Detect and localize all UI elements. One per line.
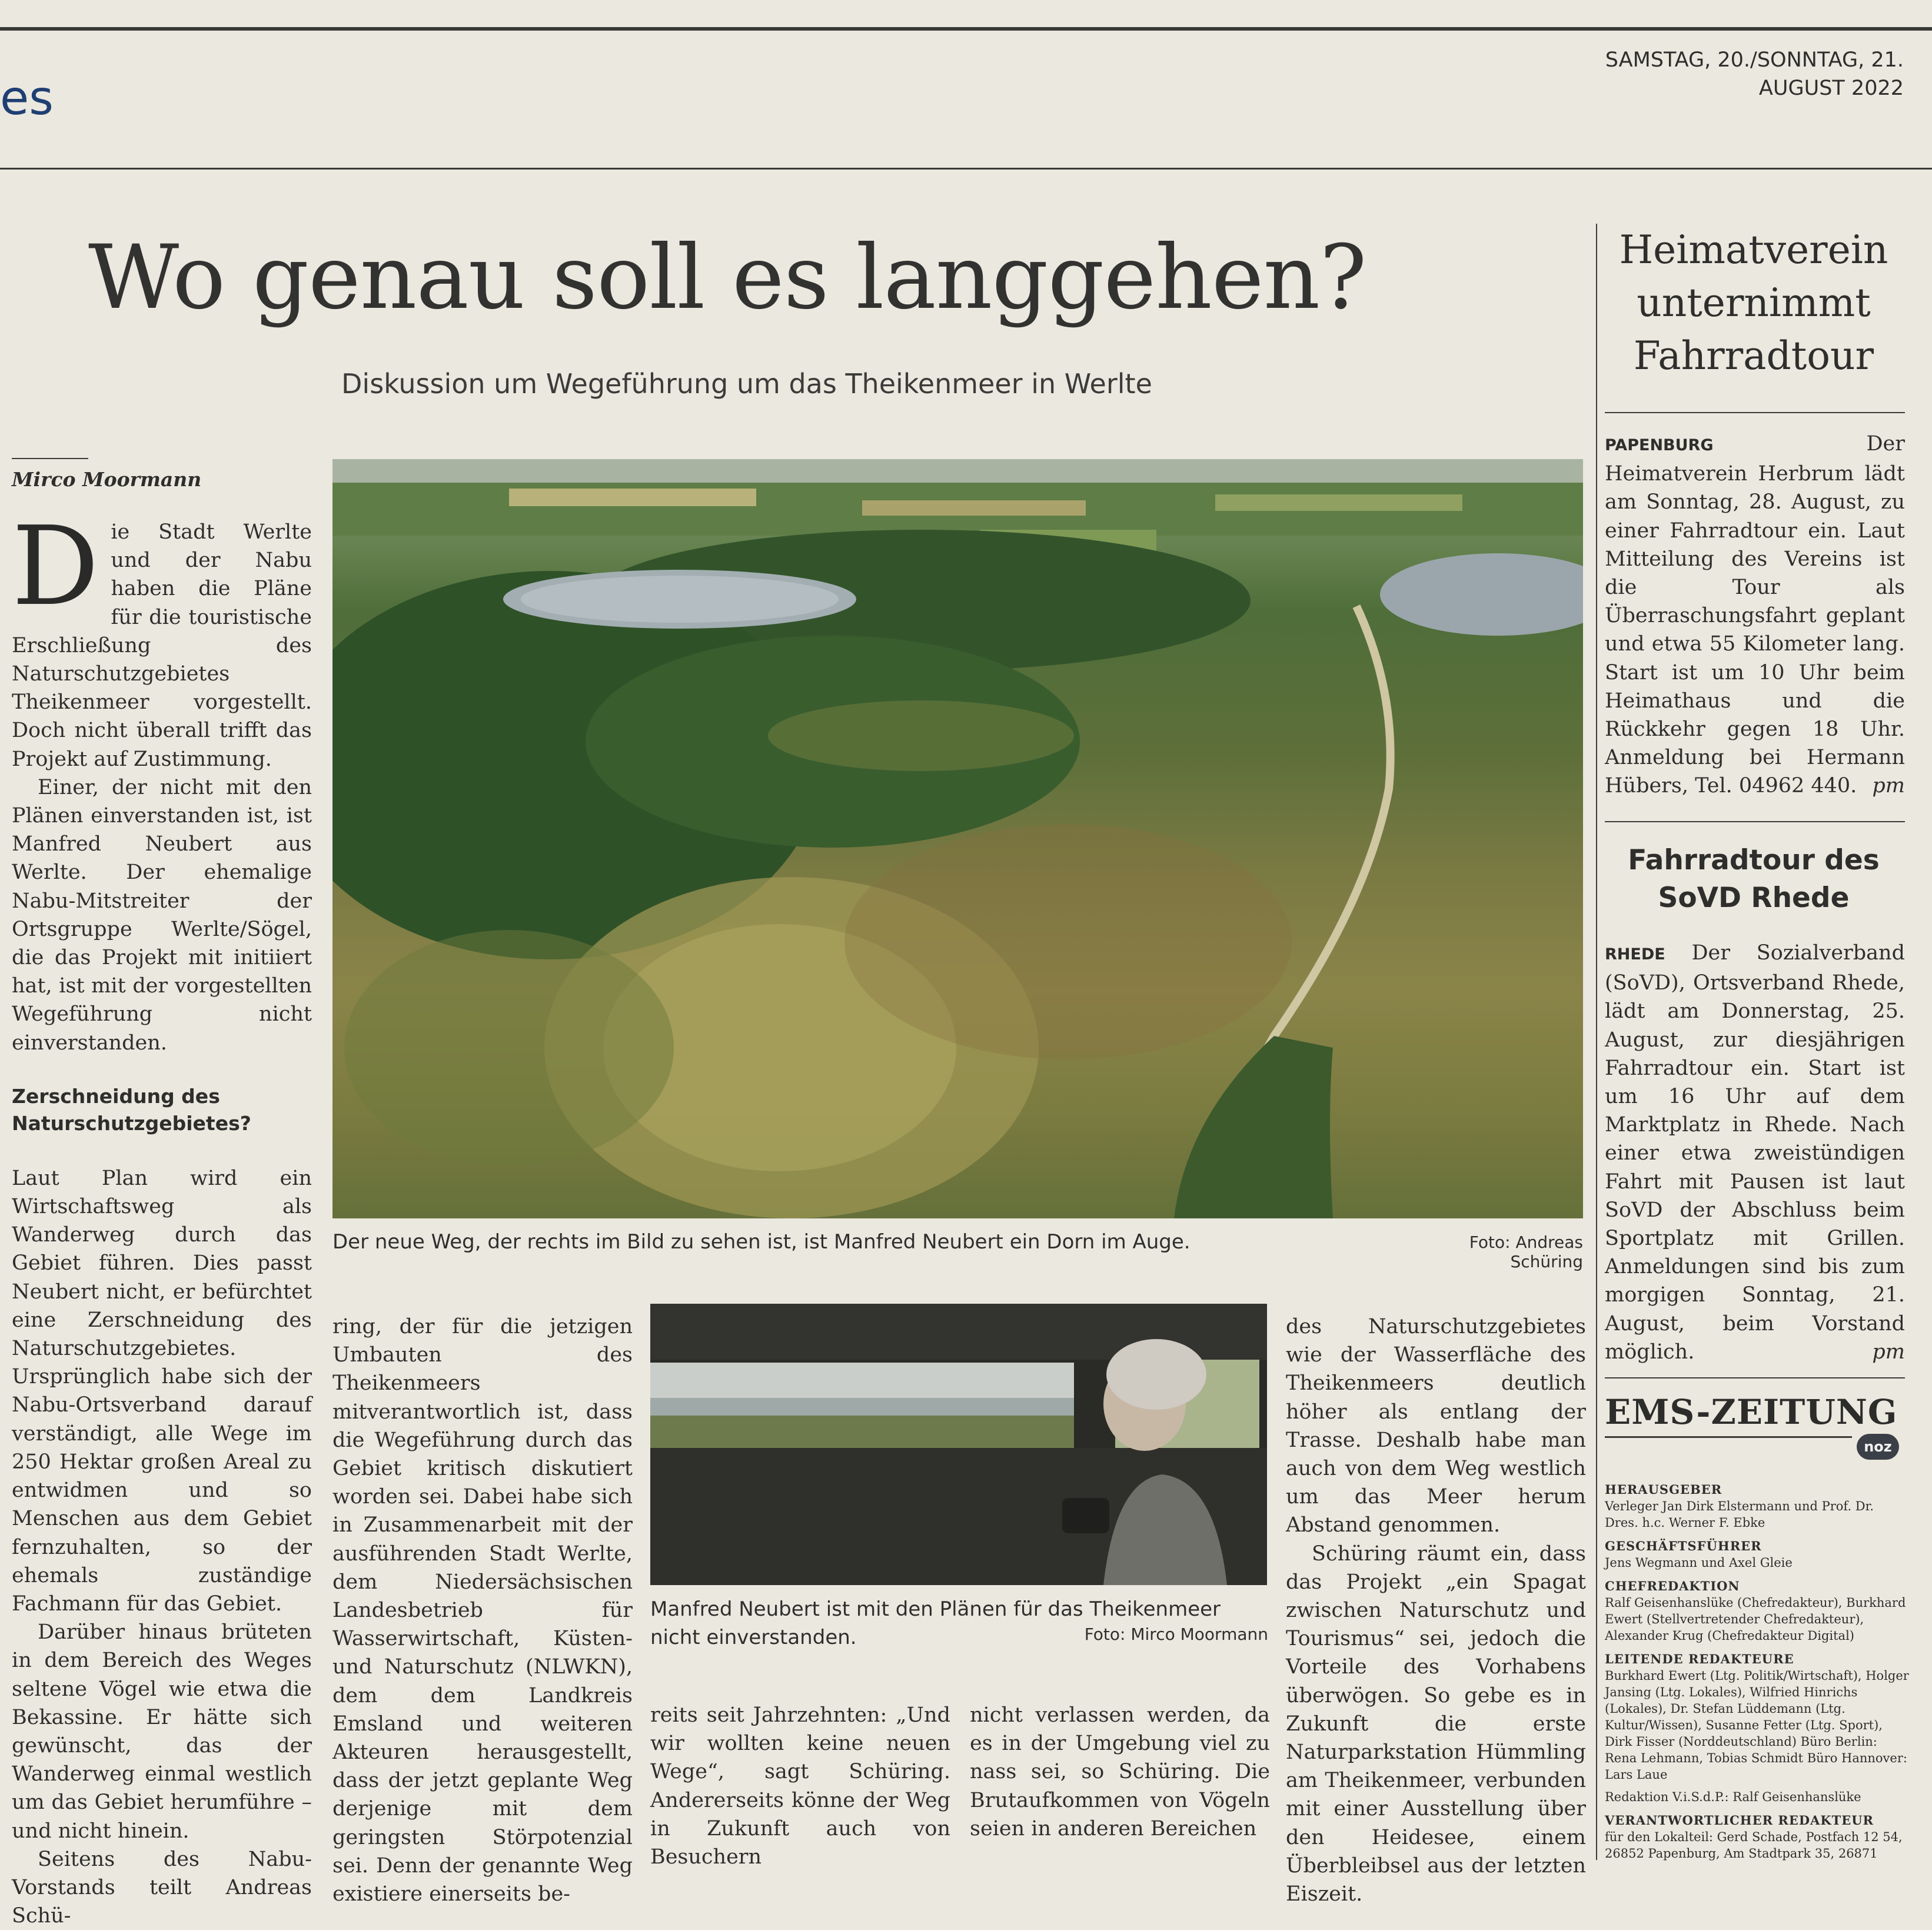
sidebar-location-rhede: RHEDE	[1605, 945, 1665, 964]
article-column-2	[332, 1313, 633, 1908]
imprint-block	[1605, 1474, 1911, 1862]
headline: Wo genau soll es langgehen?	[88, 227, 1366, 329]
sidebar-body-heimatverein	[1605, 430, 1905, 800]
imprint-entry	[1605, 1651, 1911, 1783]
article-column-3	[650, 1701, 950, 1871]
column-2-text: ring, der für die jetzigen Umbauten des Theikenmeers mitverantwortlich ist, dass die Wegeführung durch das Gebiet kritisch diskutiert worden sei. Dabei habe sich in Zusammenarbeit mit der ausführenden Stadt Werlte, dem Niedersächsischen Landesbetrieb für Wasserwirtschaft, Küsten- und Naturschutz (NLWKN), dem dem Landkreis Emsland und weiteren Akteuren herausgestellt, dass der jetzt geplante Weg derjenige mit dem geringsten Störpotenzial sei. Denn der genannte Weg existiere einerseits be-	[332, 1315, 633, 1906]
section-label: es	[0, 71, 54, 125]
lead-paragraph	[12, 503, 312, 773]
sidebar-body-sovd	[1605, 939, 1905, 1366]
sidebar-signature-2: pm	[1872, 1340, 1905, 1364]
paragraph-4: Darüber hinaus brüteten in dem Bereich des Weges seltene Vögel wie etwa die Bekassine. Er hätte sich gewünscht, das der Wanderweg einmal westlich um das Gebiet herumführe – und nicht hinein.	[12, 1620, 312, 1843]
sidebar-rule-1	[1605, 412, 1905, 413]
sidebar-title-sovd: Fahrradtour des SoVD Rhede	[1628, 844, 1880, 914]
main-photo-aerial-theikenmeer	[332, 459, 1583, 1218]
column-5-text-2: Schüring räumt ein, dass das Projekt „ein Spagat zwischen Naturschutz und Tourismus“ sei, jedoch die Vorteile des Vorhabens überwögen. So gebe es in Zukunft die erste Naturparkstation Hümmling am Theikenmeer, verbunden mit einer Ausstellung über den Heidesee, einem Überbleibsel aus der letzten Eiszeit.	[1286, 1542, 1586, 1906]
sidebar-title-heimatverein: Heimatverein unternimmt Fahrradtour	[1619, 227, 1888, 378]
sidebar-rule-3	[1605, 1377, 1905, 1378]
sidebar-rule-2	[1605, 821, 1905, 822]
top-rule	[0, 27, 1932, 31]
imprint-heading: LEITENDE REDAKTEURE	[1605, 1652, 1794, 1666]
article-column-1	[12, 503, 312, 1930]
lead-text: ie Stadt Werlte und der Nabu haben die Pläne für die touristische Erschließung des Naturschutzgebietes Theikenmeer vorgestellt. Doch nicht überall trifft das Projekt auf Zustimmung.	[12, 520, 312, 771]
imprint-text: Jens Wegmann und Axel Gleie	[1605, 1556, 1793, 1570]
header-rule	[0, 168, 1932, 170]
imprint-text: Ralf Geisenhanslüke (Chefredakteur), Burkhard Ewert (Stellvertretender Chefredakteur), Alexander Krug (Chefredakteur Digital)	[1605, 1596, 1906, 1643]
observation-tower-illustration	[650, 1304, 1267, 1585]
imprint-entry	[1605, 1481, 1911, 1531]
date-line	[1492, 46, 1904, 102]
sidebar-text-sovd: Der Sozialverband (SoVD), Ortsverband Rhede, lädt am Donnerstag, 25. August, zur diesjährigen Fahrradtour ein. Start ist um 16 Uhr auf dem Marktplatz in Rhede. Nach einer etwa zweistündigen Fahrt mit Pausen ist laut SoVD der Abschluss beim Sportplatz mit Grillen. Anmeldungen sind bis zum morgigen Sonntag, 21. August, beim Vorstand möglich.	[1605, 941, 1905, 1364]
column-4-text: nicht verlassen werden, da es in der Umgebung viel zu nass sei, so Schüring. Die Brutaufkommen von Vögeln seien in anderen Bereichen	[970, 1703, 1270, 1841]
subheadline: Diskussion um Wegeführung um das Theikenmeer in Werlte	[341, 368, 1152, 400]
imprint-heading: HERAUSGEBER	[1605, 1482, 1722, 1497]
masthead-ems-zeitung: EMS-ZEITUNG	[1605, 1392, 1898, 1432]
sidebar-text-heimatverein: Der Heimatverein Herbrum lädt am Sonntag, 28. August, zu einer Fahrradtour ein. Laut Mitteilung des Vereins ist die Tour als Überraschungsfahrt geplant und etwa 55 Kilometer lang. Start ist um 10 Uhr beim Heimathaus und die Rückkehr gegen 18 Uhr. Anmeldung bei Hermann Hübers, Tel. 04962 440.	[1605, 432, 1905, 798]
masthead-rule	[1605, 1436, 1852, 1438]
article-column-5	[1286, 1313, 1586, 1908]
imprint-entry	[1605, 1789, 1911, 1805]
main-photo-caption: Der neue Weg, der rechts im Bild zu sehen ist, ist Manfred Neubert ein Dorn im Auge.	[332, 1230, 1191, 1254]
portrait-photo-manfred-neubert	[650, 1304, 1267, 1585]
small-photo-credit: Foto: Mirco Moormann	[1084, 1625, 1268, 1644]
date-line-2: AUGUST 2022	[1758, 77, 1904, 100]
imprint-entry	[1605, 1578, 1911, 1644]
imprint-entry	[1605, 1538, 1911, 1571]
byline-rule	[12, 458, 88, 459]
imprint-heading: CHEFREDAKTION	[1605, 1579, 1740, 1593]
main-photo-credit: Foto: Andreas Schüring	[1469, 1233, 1583, 1271]
date-line-1: SAMSTAG, 20./SONNTAG, 21.	[1605, 48, 1904, 72]
imprint-text: Redaktion V.i.S.d.P.: Ralf Geisenhanslüke	[1605, 1790, 1861, 1804]
imprint-heading: VERANTWORTLICHER REDAKTEUR	[1605, 1813, 1874, 1828]
aerial-landscape-illustration	[332, 459, 1583, 1218]
imprint-heading: GESCHÄFTSFÜHRER	[1605, 1539, 1762, 1553]
imprint-entry	[1605, 1812, 1911, 1862]
column-3-text: reits seit Jahrzehnten: „Und wir wollten keine neuen Wege“, sagt Schüring. Andererseits könne der Weg in Zukunft auch von Besuchern	[650, 1703, 950, 1869]
column-5-text-1: des Naturschutzgebietes wie der Wasserfläche des Theikenmeers deutlich höher als entlang der Trasse. Deshalb habe man auch von dem Weg westlich um das Meer herum Abstand genommen.	[1286, 1315, 1586, 1537]
sidebar-signature-1: pm	[1872, 774, 1905, 798]
paragraph-5: Seitens des Nabu-Vorstands teilt Andreas Schü-	[12, 1847, 312, 1928]
imprint-text: Burkhard Ewert (Ltg. Politik/Wirtschaft), Holger Jansing (Ltg. Lokales), Wilfried Hinrichs (Lokales), Dr. Stefan Lüddemann (Ltg. Kultur/Wissen), Susanne Fetter (Ltg. Sport), Dirk Fisser (Norddeutschland) Büro Berlin: Rena Lehmann, Tobias Schmidt Büro Hannover: Lars Laue	[1605, 1669, 1909, 1782]
imprint-text: für den Lokalteil: Gerd Schade, Postfach 12 54, 26852 Papenburg, Am Stadtpark 35, 26871	[1605, 1830, 1903, 1861]
section-subhead: Zerschneidung des Naturschutzgebietes?	[12, 1084, 251, 1135]
article-column-4	[970, 1701, 1270, 1843]
dropcap: D	[12, 503, 99, 630]
noz-logo-badge: noz	[1857, 1434, 1899, 1460]
sidebar-divider	[1596, 224, 1597, 1860]
small-photo-caption: Manfred Neubert ist mit den Plänen für das Theikenmeer nicht einverstanden.	[650, 1597, 1221, 1649]
paragraph-3: Laut Plan wird ein Wirtschaftsweg als Wanderweg durch das Gebiet führen. Dies passt Neubert nicht, er befürchtet eine Zerschneidung des Naturschutzgebietes. Ursprünglich habe sich der Nabu-Ortsverband darauf verständigt, alle Wege im 250 Hektar großen Areal zu entwidmen und so Menschen aus dem Gebiet fernzuhalten, so der ehemals zuständige Fachmann für das Gebiet.	[12, 1166, 312, 1616]
paragraph-2: Einer, der nicht mit den Plänen einverstanden ist, ist Manfred Neubert aus Werlte. Der ehemalige Nabu-Mitstreiter der Ortsgruppe Werlte/Sögel, die das Projekt mit initiiert hat, ist mit der vorgestellten Wegeführung nicht einverstanden.	[12, 775, 312, 1055]
byline: Mirco Moormann	[12, 468, 202, 491]
sidebar-location-papenburg: PAPENBURG	[1605, 436, 1714, 454]
imprint-text: Verleger Jan Dirk Elstermann und Prof. Dr. Dres. h.c. Werner F. Ebke	[1605, 1499, 1874, 1530]
